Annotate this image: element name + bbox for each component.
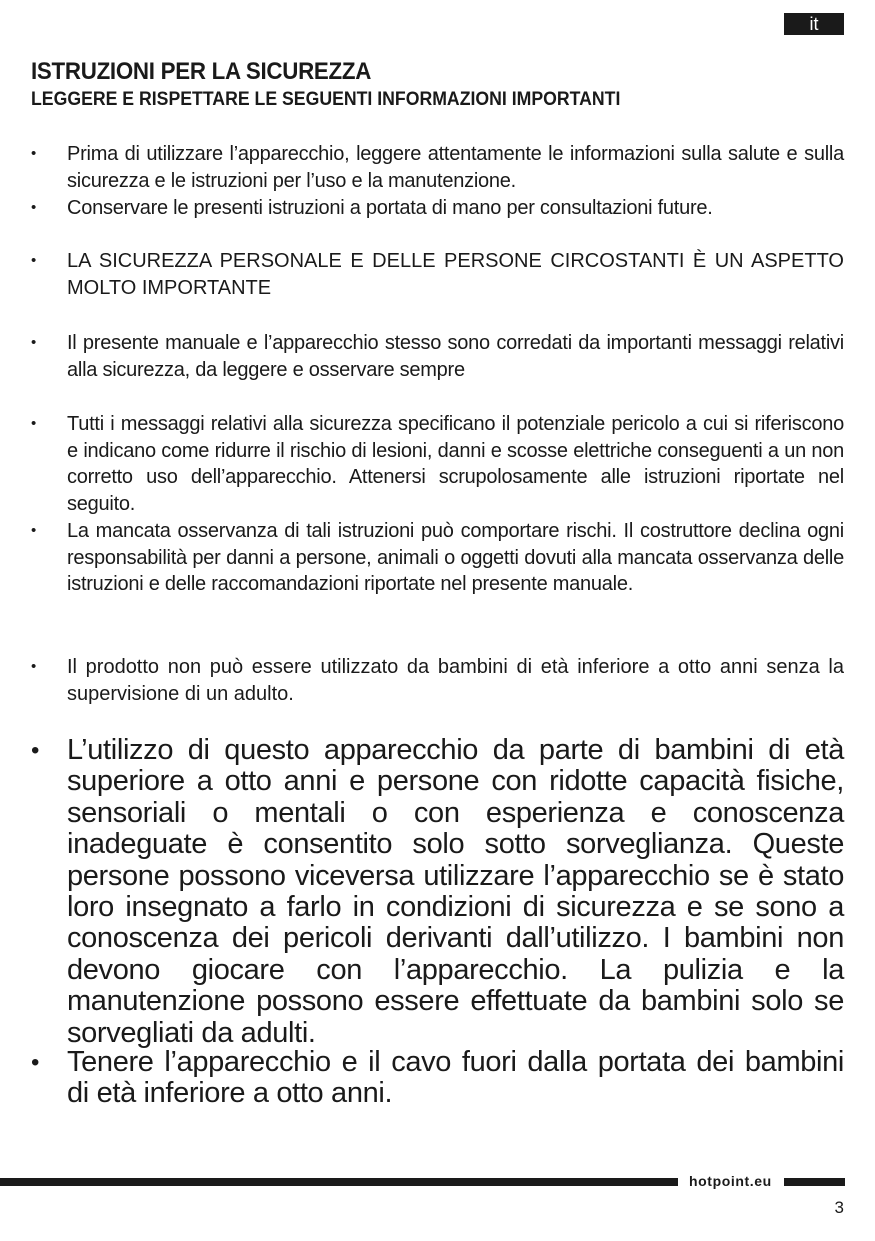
bullet-icon: • (31, 252, 37, 269)
list-item-text: LA SICUREZZA PERSONALE E DELLE PERSONE CIRCOSTANTI È UN ASPETTO MOLTO IMPORTANTE (67, 250, 844, 299)
footer-divider (0, 1178, 678, 1186)
bullet-icon: • (31, 415, 37, 432)
list-item (31, 735, 844, 1049)
list-item (31, 518, 844, 598)
bullet-icon: • (31, 658, 37, 675)
footer-divider (784, 1178, 845, 1186)
list-item-text: Il prodotto non può essere utilizzato da bambini di età inferiore a otto anni senza la supervisione di un adulto. (67, 656, 844, 705)
list-item (31, 1047, 844, 1110)
footer-brand: hotpoint.eu (689, 1173, 772, 1189)
bullet-icon: • (31, 334, 37, 351)
list-item-text: Prima di utilizzare l’apparecchio, leggere attentamente le informazioni sulla salute e sulla sicurezza e le istruzioni per l’uso e la manutenzione. (67, 143, 844, 192)
page-title: ISTRUZIONI PER LA SICUREZZA (31, 58, 372, 85)
bullet-icon: • (31, 522, 37, 539)
bullet-icon: • (31, 737, 40, 764)
list-item-text: Il presente manuale e l’apparecchio stesso sono corredati da importanti messaggi relativi alla sicurezza, da leggere e osservare sempre (67, 332, 844, 381)
list-item (31, 654, 844, 707)
language-tab: it (784, 13, 844, 35)
list-item (31, 195, 844, 222)
list-item-text: Tutti i messaggi relativi alla sicurezza specificano il potenziale pericolo a cui si riferiscono e indicano come ridurre il rischio di lesioni, danni e scosse elettriche conseguenti a un non corretto uso dell’apparecchio. Attenersi scrupolosamente alle istruzioni riportate nel seguito. (67, 413, 844, 515)
bullet-icon: • (31, 145, 37, 162)
list-item-text: La mancata osservanza di tali istruzioni può comportare rischi. Il costruttore declina ogni responsabilità per danni a persone, animali o oggetti dovuti alla mancata osservanza delle istruzioni e delle raccomandazioni riportate nel presente manuale. (67, 520, 844, 595)
list-item-text: L’utilizzo di questo apparecchio da parte di bambini di età superiore a otto anni e persone con ridotte capacità fisiche, sensoriali o mentali o con esperienza e conoscenza inadeguate è consentito solo sotto sorveglianza. Queste persone possono viceversa utilizzare l’apparecchio se è stato loro insegnato a farlo in condizioni di sicurezza e se sono a conoscenza dei pericoli derivanti dall’utilizzo. I bambini non devono giocare con l’apparecchio. La pulizia e la manutenzione possono essere effettuate da bambini solo se sorvegliati da adulti. (67, 734, 844, 1049)
list-item (31, 330, 844, 383)
bullet-icon: • (31, 1049, 40, 1076)
page-number: 3 (834, 1198, 844, 1217)
list-item (31, 141, 844, 194)
page-subtitle: LEGGERE E RISPETTARE LE SEGUENTI INFORMAZIONI IMPORTANTI (31, 89, 621, 110)
list-item (31, 411, 844, 517)
list-item-text: Conservare le presenti istruzioni a portata di mano per consultazioni future. (67, 197, 713, 219)
list-item (31, 248, 844, 301)
bullet-icon: • (31, 199, 37, 216)
list-item-text: Tenere l’apparecchio e il cavo fuori dalla portata dei bambini di età inferiore a otto anni. (67, 1046, 844, 1110)
